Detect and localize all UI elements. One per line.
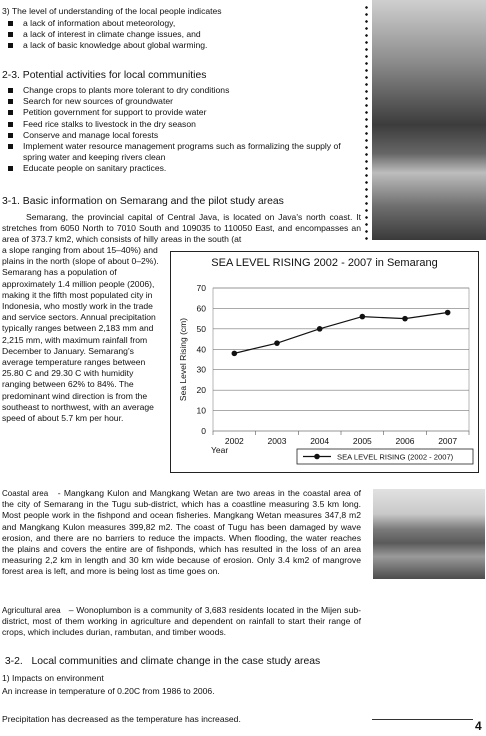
coastal-text: - Mangkang Kulon and Mangkang Wetan are two areas in the coastal area of the city of Semarang in the Tugu sub-district, which has a coastline measuring 3.5 km long. Most people work in the fishpond and ocean fisheries. Mangkang Wetan measures 347,8 m2 and Mangkang Kulon measures 399,82 m2. The coast of Tugu has been damaged by wave erosion, and there are no barriers to reduce the impacts. When flooding, the water reaches the plains and covers the entire are of fishponds, which has resulted in the loss of an area measuring 2,2 km in length and 30 km wide because of erosion. Only 3.4 km2 of mangrove forest area is left, and more is being lost as time goes on. xyxy=(2,488,362,577)
list-item: Educate people on sanitary practices. xyxy=(2,163,342,174)
y-tick-label: 60 xyxy=(196,303,206,314)
y-tick-label: 20 xyxy=(196,385,206,396)
x-axis-label: Year xyxy=(211,445,229,455)
boats-photo xyxy=(373,489,485,579)
y-tick-label: 30 xyxy=(196,364,206,375)
x-tick-label: 2003 xyxy=(267,436,287,446)
section-3-2-heading: 3-2. Local communities and climate change in the case study areas xyxy=(2,656,321,667)
agricultural-paragraph xyxy=(2,605,361,639)
section-3-1-heading: 3-1. Basic information on Semarang and the pilot study areas xyxy=(2,196,284,207)
y-tick-label: 40 xyxy=(196,344,206,355)
section-3-1-para-left: a slope ranging from about 15–40%) and plains in the north (slope of about 0–2%). Semarang has a population of approximately 1.4 million people (2006), making it the fifth most populated city in Indonesia, who mostly work in the trade and service sectors. Annual precipitation typically ranges between 2,183 mm and 2,215 mm, with maximum rainfall from December to January. Semarang's average temperature ranges between 25.80 C and 29.30 C with humidity ranging between 62% to 84%. The predominant wind direction is from the southeast to northwest, with an average speed of about 5.7 km per hour. xyxy=(2,245,159,424)
agricultural-label: Agricultural area xyxy=(2,606,61,615)
y-tick-label: 10 xyxy=(196,405,206,416)
y-tick-label: 70 xyxy=(196,283,206,293)
legend-label: SEA LEVEL RISING (2002 - 2007) xyxy=(337,452,454,462)
section-3-1-para: Semarang, the provincial capital of Central Java, is located on Java's north coast. It stretches from 6050 North to 7010 South and 109035 to 110050 East, and encompasses an area of 373.7 km2, which consists of hilly areas in the south (at xyxy=(2,212,361,245)
list-item: a lack of basic knowledge about global warming. xyxy=(2,40,362,51)
chart-title: SEA LEVEL RISING 2002 - 2007 in Semarang xyxy=(211,257,438,269)
data-point xyxy=(317,326,323,332)
data-point xyxy=(360,314,366,320)
plot-area xyxy=(213,288,469,431)
list-item: Feed rice stalks to livestock in the dry season xyxy=(2,119,342,130)
list-item: Change crops to plants more tolerant to dry conditions xyxy=(2,85,342,96)
x-tick-label: 2004 xyxy=(310,436,330,446)
y-axis-label: Sea Level Rising (cm) xyxy=(178,317,188,402)
item3-list xyxy=(2,18,362,52)
sky-photo xyxy=(372,0,486,240)
data-point xyxy=(274,340,280,346)
legend-swatch-marker xyxy=(314,454,320,460)
x-tick-label: 2006 xyxy=(395,436,415,446)
section-2-3-heading: 2-3. Potential activities for local communities xyxy=(2,70,207,81)
coastal-paragraph xyxy=(2,488,361,578)
list-item: Petition government for support to provide water xyxy=(2,107,342,118)
x-tick-label: 2007 xyxy=(438,436,458,446)
item3-intro: 3) The level of understanding of the local people indicates xyxy=(2,6,222,16)
list-item: Implement water resource management programs such as formalizing the supply of spring water and keeping rivers clean xyxy=(2,141,342,163)
section-3-2-line2: Precipitation has decreased as the temperature has increased. xyxy=(2,714,241,724)
list-item: Search for new sources of groundwater xyxy=(2,96,342,107)
x-tick-label: 2002 xyxy=(224,436,244,446)
data-point xyxy=(232,351,238,357)
chart-plot xyxy=(171,252,478,472)
dotted-divider xyxy=(365,4,368,240)
page-number: 4 xyxy=(475,719,482,733)
coastal-label: Coastal area xyxy=(2,489,49,498)
list-item: Conserve and manage local forests xyxy=(2,130,342,141)
agricultural-text: – Wonoplumbon is a community of 3,683 residents located in the Mijen sub-district, most of them working in agriculture and dependent on rainfall to start their range of crops, which includes durian, rambutan, and timber woods. xyxy=(2,605,361,638)
data-point xyxy=(445,310,451,316)
section-3-2-sub: 1) Impacts on environment xyxy=(2,673,104,683)
y-tick-label: 0 xyxy=(201,426,206,436)
sea-level-chart xyxy=(170,251,479,473)
data-point xyxy=(402,316,408,322)
list-item: a lack of information about meteorology, xyxy=(2,18,362,29)
y-tick-label: 50 xyxy=(196,323,206,334)
section-2-3-list xyxy=(2,85,342,175)
section-3-2-line1: An increase in temperature of 0.20C from 1986 to 2006. xyxy=(2,686,215,696)
x-tick-label: 2005 xyxy=(352,436,372,446)
list-item: a lack of interest in climate change issues, and xyxy=(2,29,362,40)
footer-rule xyxy=(372,719,473,720)
